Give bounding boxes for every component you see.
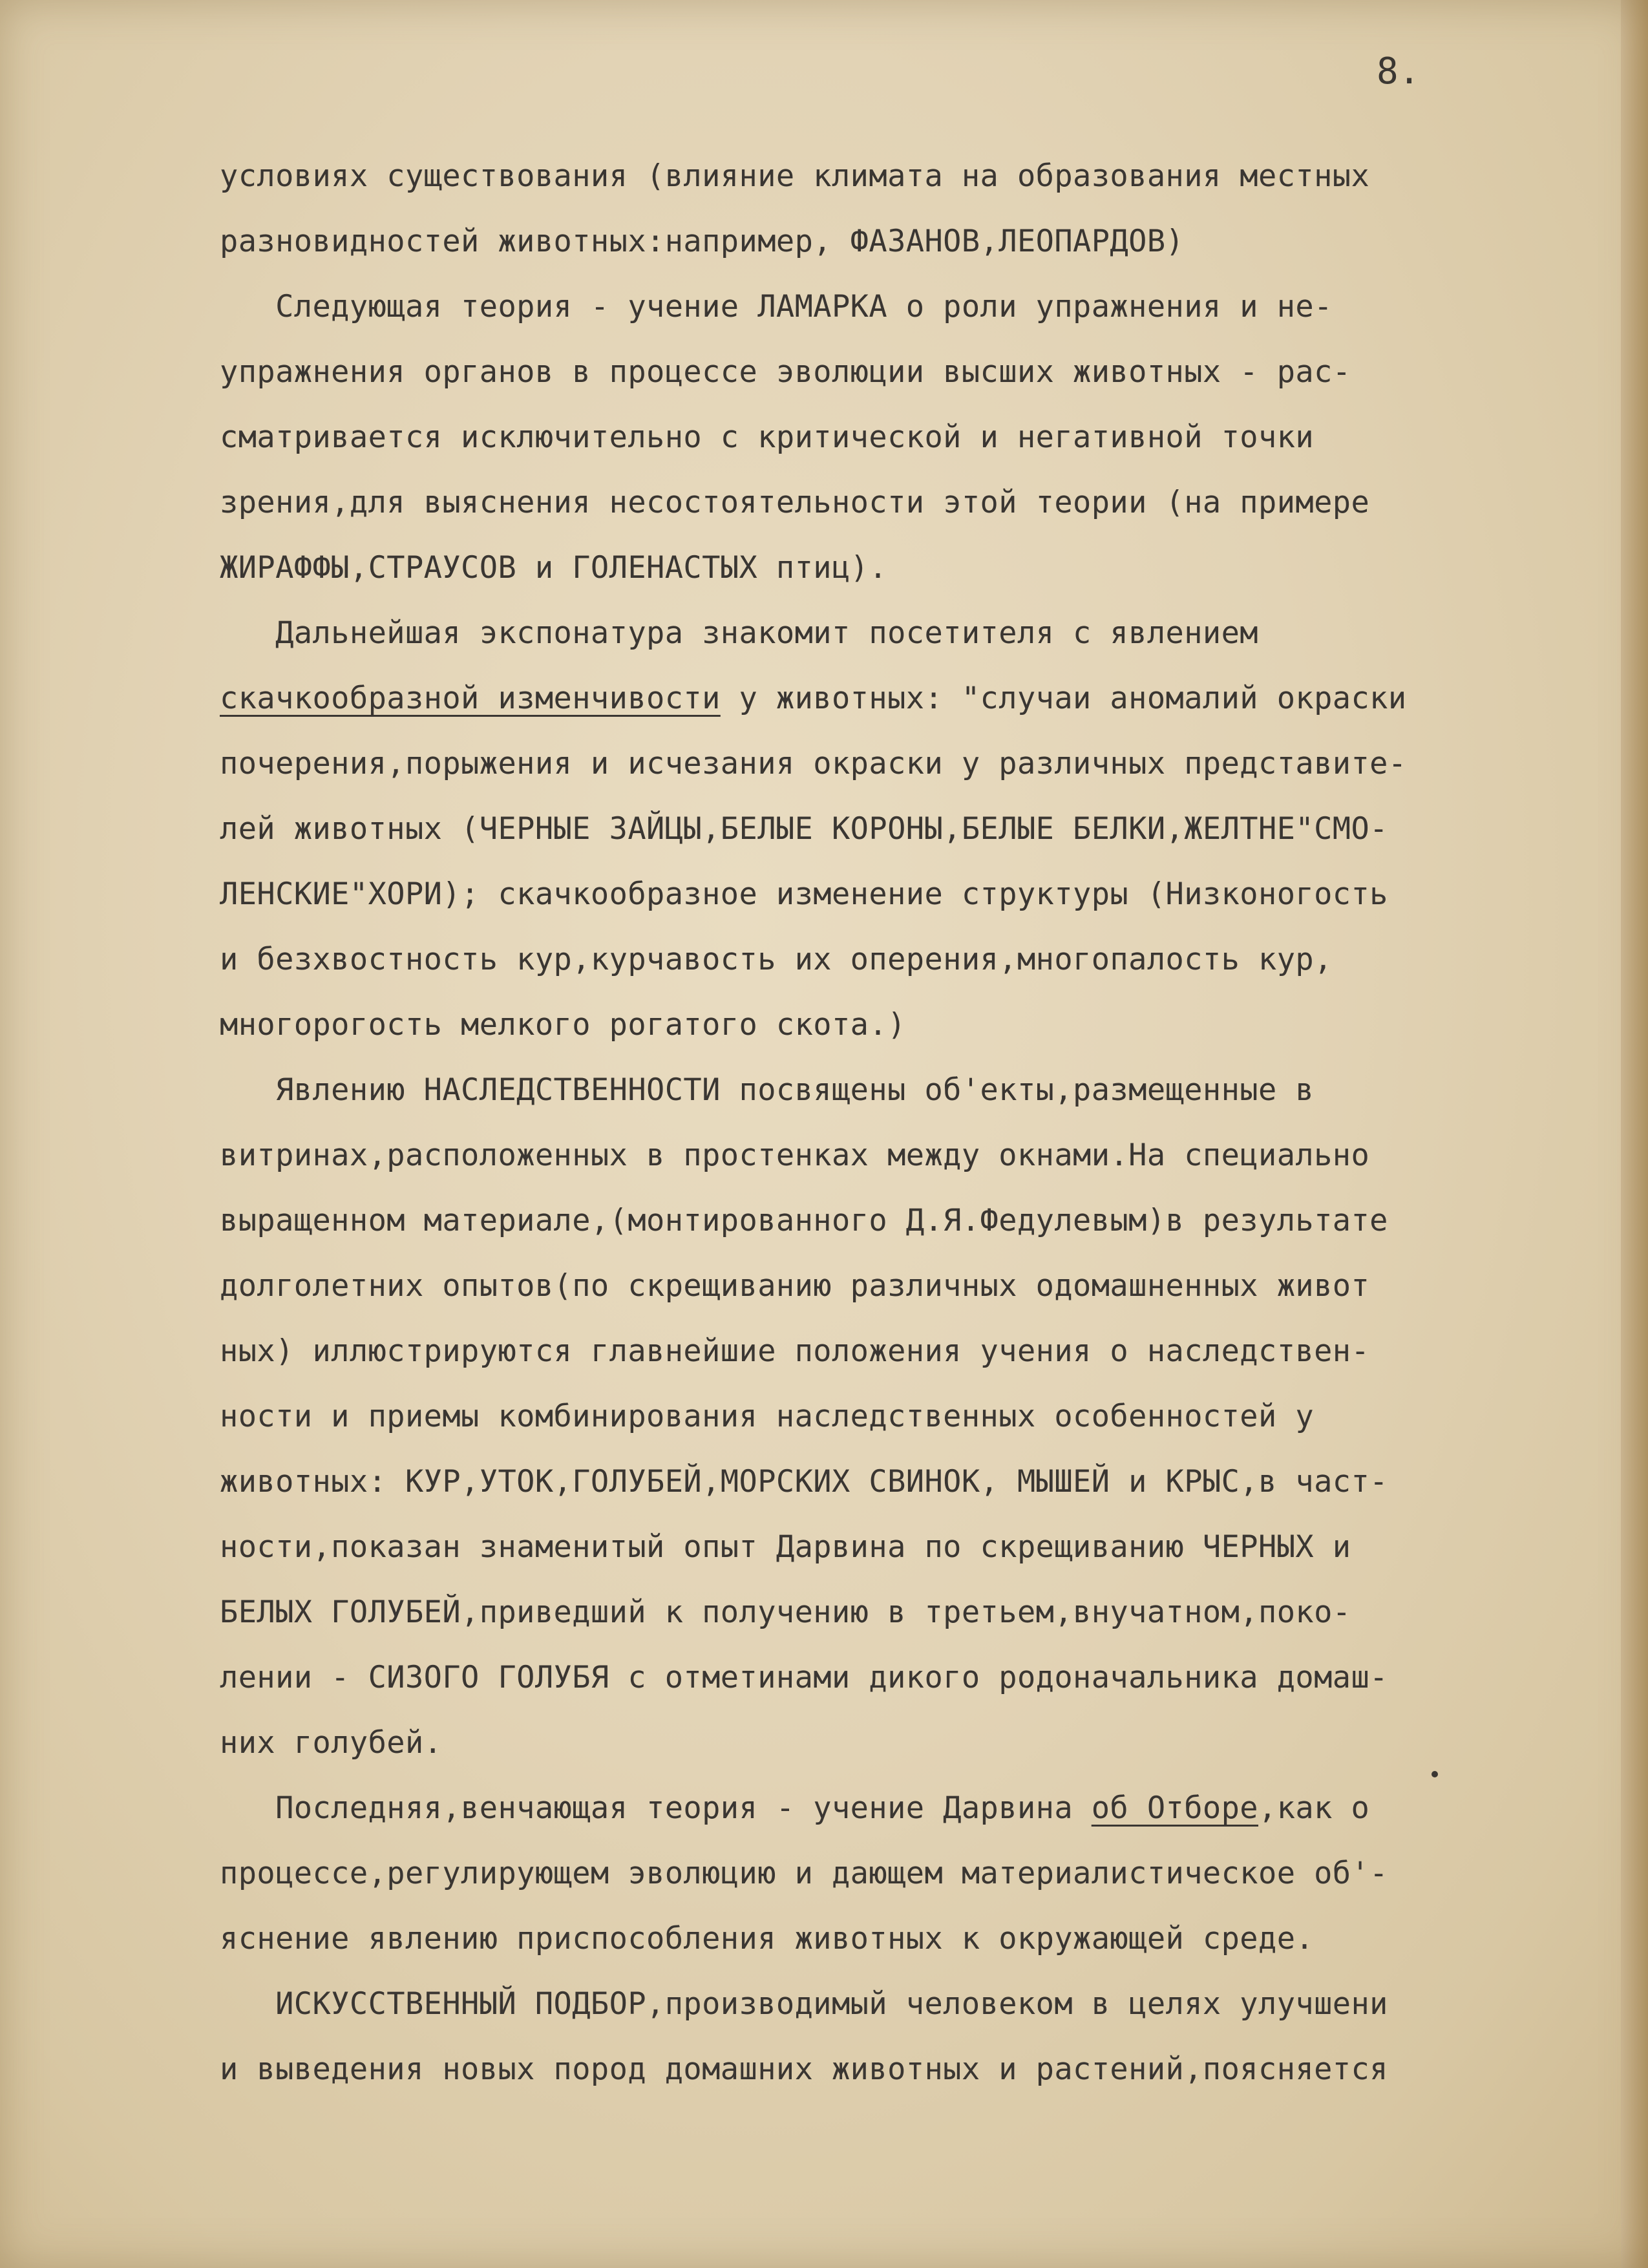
text-line [220, 600, 1609, 666]
text-line [220, 535, 1609, 600]
text-line [220, 1775, 1609, 1841]
line-text-continued: ,как о [1258, 1790, 1370, 1826]
ink-speck [1431, 1771, 1438, 1777]
text-line [220, 1319, 1609, 1384]
line-text: животных: КУР,УТОК,ГОЛУБЕЙ,МОРСКИХ СВИНОК, МЫШЕЙ и КРЫС,в част- [220, 1464, 1388, 1500]
text-line [220, 796, 1609, 862]
line-text: разновидностей животных:например, ФАЗАНОВ,ЛЕОПАРДОВ) [220, 224, 1185, 259]
line-text: и выведения новых пород домашних животных и растений,поясняется [220, 2051, 1388, 2087]
line-text-continued: у животных: "случаи аномалий окраски [720, 681, 1407, 716]
text-line [220, 1710, 1609, 1775]
line-text: яснение явлению приспособления животных к окружающей среде. [220, 1921, 1315, 1956]
text-line [220, 405, 1609, 470]
line-text: ности,показан знаменитый опыт Дарвина по скрещиванию ЧЕРНЫХ и [220, 1529, 1351, 1565]
line-text: БЕЛЫХ ГОЛУБЕЙ,приведший к получению в третьем,внучатном,поко- [220, 1595, 1351, 1630]
line-text: Следующая теория - учение ЛАМАРКА о роли упражнения и не- [220, 289, 1333, 324]
line-text: ности и приемы комбинирования наследственных особенностей у [220, 1399, 1315, 1434]
line-text: Дальнейшая экспонатура знакомит посетителя с явлением [220, 615, 1258, 651]
text-line [220, 1514, 1609, 1580]
text-line [220, 143, 1609, 209]
text-line [220, 862, 1609, 927]
underlined-phrase: об Отборе [1091, 1790, 1259, 1826]
text-line [220, 992, 1609, 1057]
line-text: условиях существования (влияние климата на образования местных [220, 158, 1370, 194]
line-text: многорогость мелкого рогатого скота.) [220, 1007, 906, 1043]
text-line [220, 339, 1609, 405]
text-line [220, 1384, 1609, 1449]
line-text: выращенном материале,(монтированного Д.Я.Федулевым)в результате [220, 1203, 1388, 1238]
line-text: процессе,регулирующем эволюцию и дающем материалистическое об'- [220, 1856, 1388, 1891]
text-line [220, 470, 1609, 535]
line-text: Последняя,венчающая теория - учение Дарвина [220, 1790, 1092, 1826]
text-line [220, 1580, 1609, 1645]
text-line [220, 1057, 1609, 1123]
line-text: лении - СИЗОГО ГОЛУБЯ с отметинами дикого родоначальника домаш- [220, 1660, 1388, 1695]
line-text: ных) иллюстрируются главнейшие положения учения о наследствен- [220, 1333, 1370, 1369]
text-line [220, 927, 1609, 992]
text-line [220, 274, 1609, 339]
text-line [220, 1906, 1609, 1971]
text-line [220, 209, 1609, 274]
body-text [220, 143, 1609, 2102]
text-line [220, 2037, 1609, 2102]
text-line [220, 1645, 1609, 1710]
page-edge [1621, 0, 1648, 2268]
text-line [220, 666, 1609, 731]
page-number: 8. [1377, 50, 1421, 92]
line-text: Явлению НАСЛЕДСТВЕННОСТИ посвящены об'екты,размещенные в [220, 1072, 1315, 1108]
line-text: почерения,порыжения и исчезания окраски у различных представите- [220, 746, 1407, 781]
line-text: зрения,для выяснения несостоятельности этой теории (на примере [220, 485, 1370, 520]
line-text: сматривается исключительно с критической и негативной точки [220, 419, 1315, 455]
text-line [220, 1188, 1609, 1253]
text-line [220, 1971, 1609, 2037]
text-line [220, 1123, 1609, 1188]
line-text: витринах,расположенных в простенках между окнами.На специально [220, 1138, 1370, 1173]
line-text: ИСКУССТВЕННЫЙ ПОДБОР,производимый человеком в целях улучшени [220, 1986, 1388, 2022]
line-text: них голубей. [220, 1725, 443, 1761]
line-text: ЖИРАФФЫ,СТРАУСОВ и ГОЛЕНАСТЫХ птиц). [220, 550, 888, 586]
line-text: ЛЕНСКИЕ"ХОРИ); скачкообразное изменение структуры (Низконогость [220, 876, 1388, 912]
text-line [220, 731, 1609, 796]
line-text: лей животных (ЧЕРНЫЕ ЗАЙЦЫ,БЕЛЫЕ КОРОНЫ,БЕЛЫЕ БЕЛКИ,ЖЕЛТНЕ"СМО- [220, 811, 1388, 847]
line-text: долголетних опытов(по скрещиванию различных одомашненных живот [220, 1268, 1370, 1304]
text-line [220, 1253, 1609, 1319]
line-text: и безхвостность кур,курчавость их оперения,многопалость кур, [220, 942, 1333, 977]
underlined-phrase: скачкообразной изменчивости [220, 681, 721, 716]
line-text: упражнения органов в процессе эволюции высших животных - рас- [220, 354, 1351, 390]
text-line [220, 1449, 1609, 1514]
text-line [220, 1841, 1609, 1906]
